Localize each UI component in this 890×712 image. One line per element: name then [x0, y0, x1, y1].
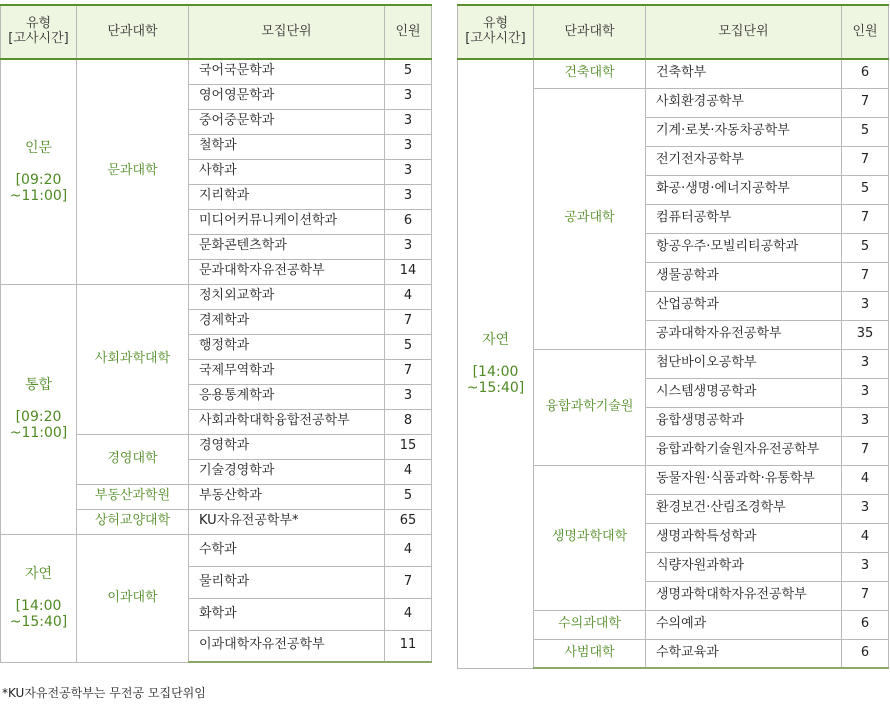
header-row: [1, 5, 432, 59]
recruitment-unit: 화공·생명·에너지공학부: [646, 175, 842, 204]
college-name: 경영대학: [77, 434, 189, 484]
recruitment-unit: 건축학부: [646, 59, 842, 88]
header-type: 유형 [고사시간]: [1, 5, 77, 59]
footnote: *KU자유전공학부는 무전공 모집단위임: [2, 686, 206, 700]
recruitment-unit: 지리학과: [189, 184, 385, 209]
college-name: 사범대학: [534, 639, 646, 668]
quota-count: 7: [842, 88, 889, 117]
quota-count: 5: [842, 233, 889, 262]
recruitment-unit: 철학과: [189, 134, 385, 159]
college-name: 건축대학: [534, 59, 646, 88]
quota-count: 4: [385, 459, 432, 484]
quota-count: 6: [842, 639, 889, 668]
recruitment-unit: 공과대학자유전공학부: [646, 320, 842, 349]
recruitment-unit: 사회환경공학부: [646, 88, 842, 117]
exam-time-start: [14:00: [472, 363, 519, 380]
quota-count: 7: [842, 262, 889, 291]
quota-count: 3: [842, 494, 889, 523]
recruitment-unit: 화학과: [189, 598, 385, 630]
recruitment-unit: 국어국문학과: [189, 59, 385, 84]
recruitment-unit: 응용통계학과: [189, 384, 385, 409]
exam-type-label: 인문: [24, 139, 53, 156]
exam-type-cell: [1, 59, 77, 284]
quota-count: 11: [385, 630, 432, 662]
exam-time-start: [14:00: [15, 597, 62, 614]
quota-count: 3: [385, 234, 432, 259]
recruitment-unit: 문화콘텐츠학과: [189, 234, 385, 259]
quota-count: 7: [385, 359, 432, 384]
college-name: 융합과학기술원: [534, 349, 646, 465]
recruitment-unit: 경제학과: [189, 309, 385, 334]
table-row: [1, 284, 432, 309]
recruitment-unit: 국제무역학과: [189, 359, 385, 384]
table-row: [1, 534, 432, 566]
quota-count: 3: [842, 552, 889, 581]
quota-count: 7: [842, 146, 889, 175]
quota-count: 5: [842, 117, 889, 146]
recruitment-unit: 문과대학자유전공학부: [189, 259, 385, 284]
recruitment-unit: 행정학과: [189, 334, 385, 359]
exam-type-cell: [1, 284, 77, 534]
recruitment-unit: 정치외교학과: [189, 284, 385, 309]
quota-count: 6: [842, 610, 889, 639]
quota-count: 7: [842, 581, 889, 610]
recruitment-unit: 융합과학기술원자유전공학부: [646, 436, 842, 465]
quota-count: 3: [385, 159, 432, 184]
college-name: 공과대학: [534, 88, 646, 349]
quota-count: 4: [842, 523, 889, 552]
recruitment-unit: 미디어커뮤니케이션학과: [189, 209, 385, 234]
college-name: 사회과학대학: [77, 284, 189, 434]
quota-count: 3: [385, 184, 432, 209]
table-row: [458, 59, 889, 88]
left-admission-table: [0, 4, 432, 663]
quota-count: 3: [385, 134, 432, 159]
quota-count: 3: [842, 291, 889, 320]
header-row: [458, 5, 889, 59]
header-college: 단과대학: [534, 5, 646, 59]
header-count: 인원: [842, 5, 889, 59]
quota-count: 35: [842, 320, 889, 349]
college-name: 이과대학: [77, 534, 189, 662]
recruitment-unit: 물리학과: [189, 566, 385, 598]
quota-count: 15: [385, 434, 432, 459]
recruitment-unit: 환경보건·산림조경학부: [646, 494, 842, 523]
quota-count: 3: [842, 407, 889, 436]
quota-count: 7: [385, 566, 432, 598]
quota-count: 5: [385, 59, 432, 84]
quota-count: 8: [385, 409, 432, 434]
recruitment-unit: 첨단바이오공학부: [646, 349, 842, 378]
quota-count: 3: [385, 84, 432, 109]
recruitment-unit: 사학과: [189, 159, 385, 184]
header-type: 유형 [고사시간]: [458, 5, 534, 59]
quota-count: 3: [385, 384, 432, 409]
header-unit: 모집단위: [189, 5, 385, 59]
quota-count: 3: [842, 378, 889, 407]
exam-time-end: ~15:40]: [466, 379, 525, 396]
quota-count: 4: [385, 534, 432, 566]
recruitment-unit: 항공우주·모빌리티공학과: [646, 233, 842, 262]
recruitment-unit: 기계·로봇·자동차공학부: [646, 117, 842, 146]
quota-count: 7: [385, 309, 432, 334]
college-name: 상허교양대학: [77, 509, 189, 534]
college-name: 부동산과학원: [77, 484, 189, 509]
college-name: 생명과학대학: [534, 465, 646, 610]
college-name: 수의과대학: [534, 610, 646, 639]
recruitment-unit: 영어영문학과: [189, 84, 385, 109]
exam-time-end: ~11:00]: [9, 425, 68, 442]
quota-count: 5: [842, 175, 889, 204]
quota-count: 6: [385, 209, 432, 234]
recruitment-unit: 전기전자공학부: [646, 146, 842, 175]
recruitment-unit: 생명과학대학자유전공학부: [646, 581, 842, 610]
quota-count: 6: [842, 59, 889, 88]
exam-type-label: 자연: [481, 331, 510, 348]
exam-type-cell: [1, 534, 77, 662]
exam-type-label: 자연: [24, 565, 53, 582]
recruitment-unit: 부동산학과: [189, 484, 385, 509]
quota-count: 7: [842, 436, 889, 465]
recruitment-unit: 기술경영학과: [189, 459, 385, 484]
recruitment-unit: 수학과: [189, 534, 385, 566]
table-row: [1, 59, 432, 84]
right-admission-table: [457, 4, 889, 669]
quota-count: 65: [385, 509, 432, 534]
header-college: 단과대학: [77, 5, 189, 59]
exam-time-start: [09:20: [15, 408, 62, 425]
college-name: 문과대학: [77, 59, 189, 284]
recruitment-unit: 사회과학대학융합전공학부: [189, 409, 385, 434]
quota-count: 4: [385, 598, 432, 630]
recruitment-unit: KU자유전공학부*: [189, 509, 385, 534]
quota-count: 4: [842, 465, 889, 494]
quota-count: 5: [385, 334, 432, 359]
recruitment-unit: 식량자원과학과: [646, 552, 842, 581]
quota-count: 7: [842, 204, 889, 233]
exam-time-end: ~15:40]: [9, 614, 68, 631]
quota-count: 4: [385, 284, 432, 309]
recruitment-unit: 산업공학과: [646, 291, 842, 320]
recruitment-unit: 생명과학특성학과: [646, 523, 842, 552]
header-unit: 모집단위: [646, 5, 842, 59]
exam-time-end: ~11:00]: [9, 187, 68, 204]
recruitment-unit: 수학교육과: [646, 639, 842, 668]
quota-count: 14: [385, 259, 432, 284]
exam-time-start: [09:20: [15, 171, 62, 188]
recruitment-unit: 중어중문학과: [189, 109, 385, 134]
recruitment-unit: 이과대학자유전공학부: [189, 630, 385, 662]
quota-count: 3: [385, 109, 432, 134]
recruitment-unit: 수의예과: [646, 610, 842, 639]
quota-count: 5: [385, 484, 432, 509]
recruitment-unit: 생물공학과: [646, 262, 842, 291]
exam-type-cell: [458, 59, 534, 668]
recruitment-unit: 동물자원·식품과학·유통학부: [646, 465, 842, 494]
recruitment-unit: 컴퓨터공학부: [646, 204, 842, 233]
recruitment-unit: 시스템생명공학과: [646, 378, 842, 407]
header-count: 인원: [385, 5, 432, 59]
recruitment-unit: 경영학과: [189, 434, 385, 459]
quota-count: 3: [842, 349, 889, 378]
recruitment-unit: 융합생명공학과: [646, 407, 842, 436]
exam-type-label: 통합: [24, 376, 53, 393]
